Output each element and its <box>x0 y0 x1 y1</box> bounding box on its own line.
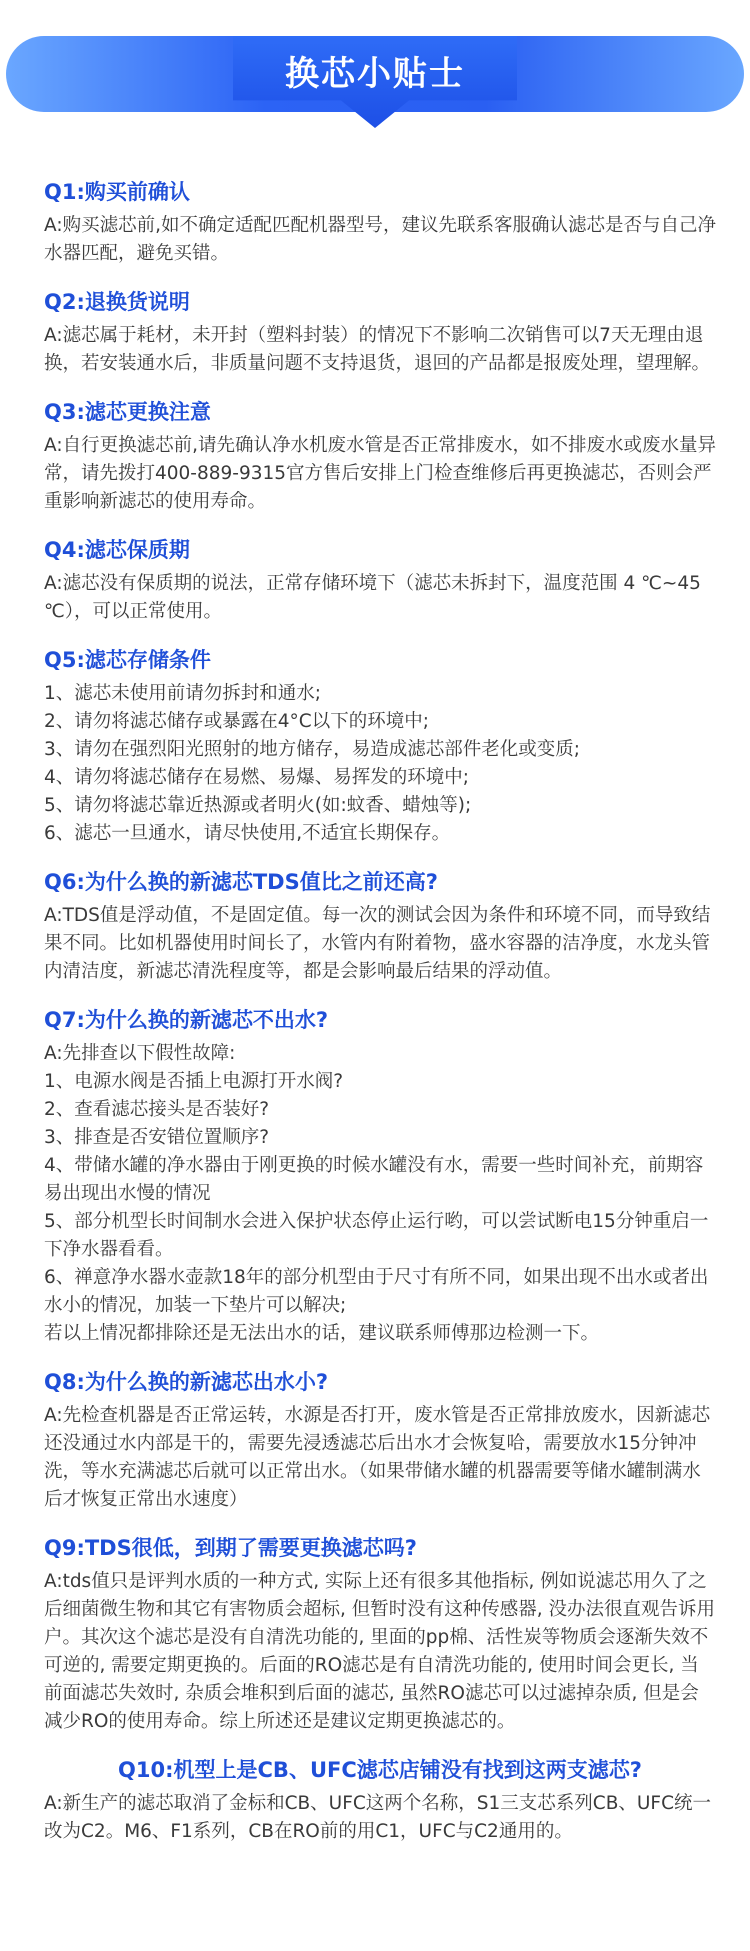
faq-item <box>44 176 716 268</box>
faq-item <box>44 286 716 378</box>
faq-answer-line: 1、滤芯未使用前请勿拆封和通水; <box>44 683 322 704</box>
faq-answer <box>44 212 716 268</box>
faq-answer-line: A:TDS值是浮动值，不是固定值。每一次的测试会因为条件和环境不同，而导致结果不同。比如机器使用时间长了，水管内有附着物，盛水容器的洁净度，水龙头管内清洁度，新滤芯清洗程度等，都是会影响最后结果的浮动值。 <box>44 905 711 982</box>
faq-item <box>44 1366 716 1514</box>
faq-answer-line: 1、电源水阀是否插上电源打开水阀? <box>44 1071 344 1092</box>
faq-answer-line: 3、请勿在强烈阳光照射的地方储存，易造成滤芯部件老化或变质; <box>44 739 581 760</box>
faq-answer <box>44 902 716 986</box>
faq-answer-line: A:先排查以下假性故障: <box>44 1043 236 1064</box>
faq-answer-line: 5、请勿将滤芯靠近热源或者明火(如:蚊香、蜡烛等); <box>44 795 472 816</box>
faq-answer-line: A:自行更换滤芯前,请先确认净水机废水管是否正常排废水，如不排废水或废水量异常，请先拨打400-889-9315官方售后安排上门检查维修后再更换滤芯，否则会严重影响新滤芯的使用寿命。 <box>44 435 716 512</box>
faq-answer-line: 3、排查是否安错位置顺序? <box>44 1127 270 1148</box>
faq-answer <box>44 1040 716 1348</box>
faq-question: Q1:购买前确认 <box>44 180 190 204</box>
header <box>0 0 750 140</box>
faq-answer <box>44 570 716 626</box>
faq-answer <box>44 1790 716 1846</box>
faq-answer <box>44 1568 716 1736</box>
faq-question: Q4:滤芯保质期 <box>44 538 190 562</box>
faq-item <box>44 1004 716 1348</box>
faq-item <box>44 1532 716 1736</box>
faq-answer <box>44 432 716 516</box>
faq-answer <box>44 680 716 848</box>
faq-answer-line: A:tds值只是评判水质的一种方式, 实际上还有很多其他指标, 例如说滤芯用久了之后细菌微生物和其它有害物质会超标, 但暂时没有这种传感器, 没办法很直观告诉用户。其次这个滤芯是没有自清洗功能的, 里面的pp棉、活性炭等物质会逐渐失效不可逆的, 需要定期更换的。后面的RO滤芯是有自清洗功能的, 使用时间会更长, 当前面滤芯失效时, 杂质会堆积到后面的滤芯, 虽然RO滤芯可以过滤掉杂质, 但是会减少RO的使用寿命。综上所述还是建议定期更换滤芯的。 <box>44 1571 716 1732</box>
faq-answer-line: 4、带储水罐的净水器由于刚更换的时候水罐没有水，需要一些时间补充，前期容易出现出水慢的情况 <box>44 1155 704 1204</box>
faq-answer-line: 6、滤芯一旦通水，请尽快使用,不适宜长期保存。 <box>44 823 451 844</box>
faq-question: Q9:TDS很低，到期了需要更换滤芯吗? <box>44 1536 417 1560</box>
faq-answer-line: A:先检查机器是否正常运转，水源是否打开，废水管是否正常排放废水，因新滤芯还没通过水内部是干的，需要先浸透滤芯后出水才会恢复哈，需要放水15分钟冲洗，等水充满滤芯后就可以正常出水。（如果带储水罐的机器需要等储水罐制满水后才恢复正常出水速度） <box>44 1405 711 1510</box>
faq-answer-line: 2、请勿将滤芯储存或暴露在4°C以下的环境中; <box>44 711 429 732</box>
faq-answer-line: 5、部分机型长时间制水会进入保护状态停止运行哟，可以尝试断电15分钟重启一下净水器看看。 <box>44 1211 709 1260</box>
faq-question: Q6:为什么换的新滤芯TDS值比之前还高? <box>44 870 438 894</box>
faq-answer-line: 4、请勿将滤芯储存在易燃、易爆、易挥发的环境中; <box>44 767 470 788</box>
faq-question: Q2:退换货说明 <box>44 290 190 314</box>
faq-question: Q5:滤芯存储条件 <box>44 648 211 672</box>
faq-question: Q7:为什么换的新滤芯不出水? <box>44 1008 329 1032</box>
page-title: 换芯小贴士 <box>285 54 465 94</box>
faq-answer <box>44 1402 716 1514</box>
faq-question: Q3:滤芯更换注意 <box>44 400 211 424</box>
faq-answer <box>44 322 716 378</box>
faq-item <box>44 644 716 848</box>
faq-answer-line: A:购买滤芯前,如不确定适配匹配机器型号，建议先联系客服确认滤芯是否与自己净水器匹配，避免买错。 <box>44 215 716 264</box>
faq-answer-line: 6、禅意净水器水壶款18年的部分机型由于尺寸有所不同，如果出现不出水或者出水小的情况，加装一下垫片可以解决; <box>44 1267 709 1316</box>
faq-answer-line: A:新生产的滤芯取消了金标和CB、UFC这两个名称，S1三支芯系列CB、UFC统一改为C2。M6、F1系列，CB在RO前的用C1，UFC与C2通用的。 <box>44 1793 711 1842</box>
faq-answer-line: A:滤芯属于耗材，未开封（塑料封装）的情况下不影响二次销售可以7天无理由退换，若安装通水后，非质量问题不支持退货，退回的产品都是报废处理，望理解。 <box>44 325 711 374</box>
faq-question: Q8:为什么换的新滤芯出水小? <box>44 1370 329 1394</box>
faq-answer-line: A:滤芯没有保质期的说法，正常存储环境下（滤芯未拆封下，温度范围 4 ℃~45 ℃），可以正常使用。 <box>44 573 701 622</box>
faq-item <box>44 866 716 986</box>
faq-answer-line: 2、查看滤芯接头是否装好? <box>44 1099 270 1120</box>
faq-question: Q10:机型上是CB、UFC滤芯店铺没有找到这两支滤芯? <box>118 1758 642 1782</box>
faq-item <box>44 1754 716 1846</box>
faq-answer-line: 若以上情况都排除还是无法出水的话，建议联系师傅那边检测一下。 <box>44 1323 600 1344</box>
faq-item <box>44 396 716 516</box>
faq-list <box>44 176 716 1864</box>
faq-item <box>44 534 716 626</box>
